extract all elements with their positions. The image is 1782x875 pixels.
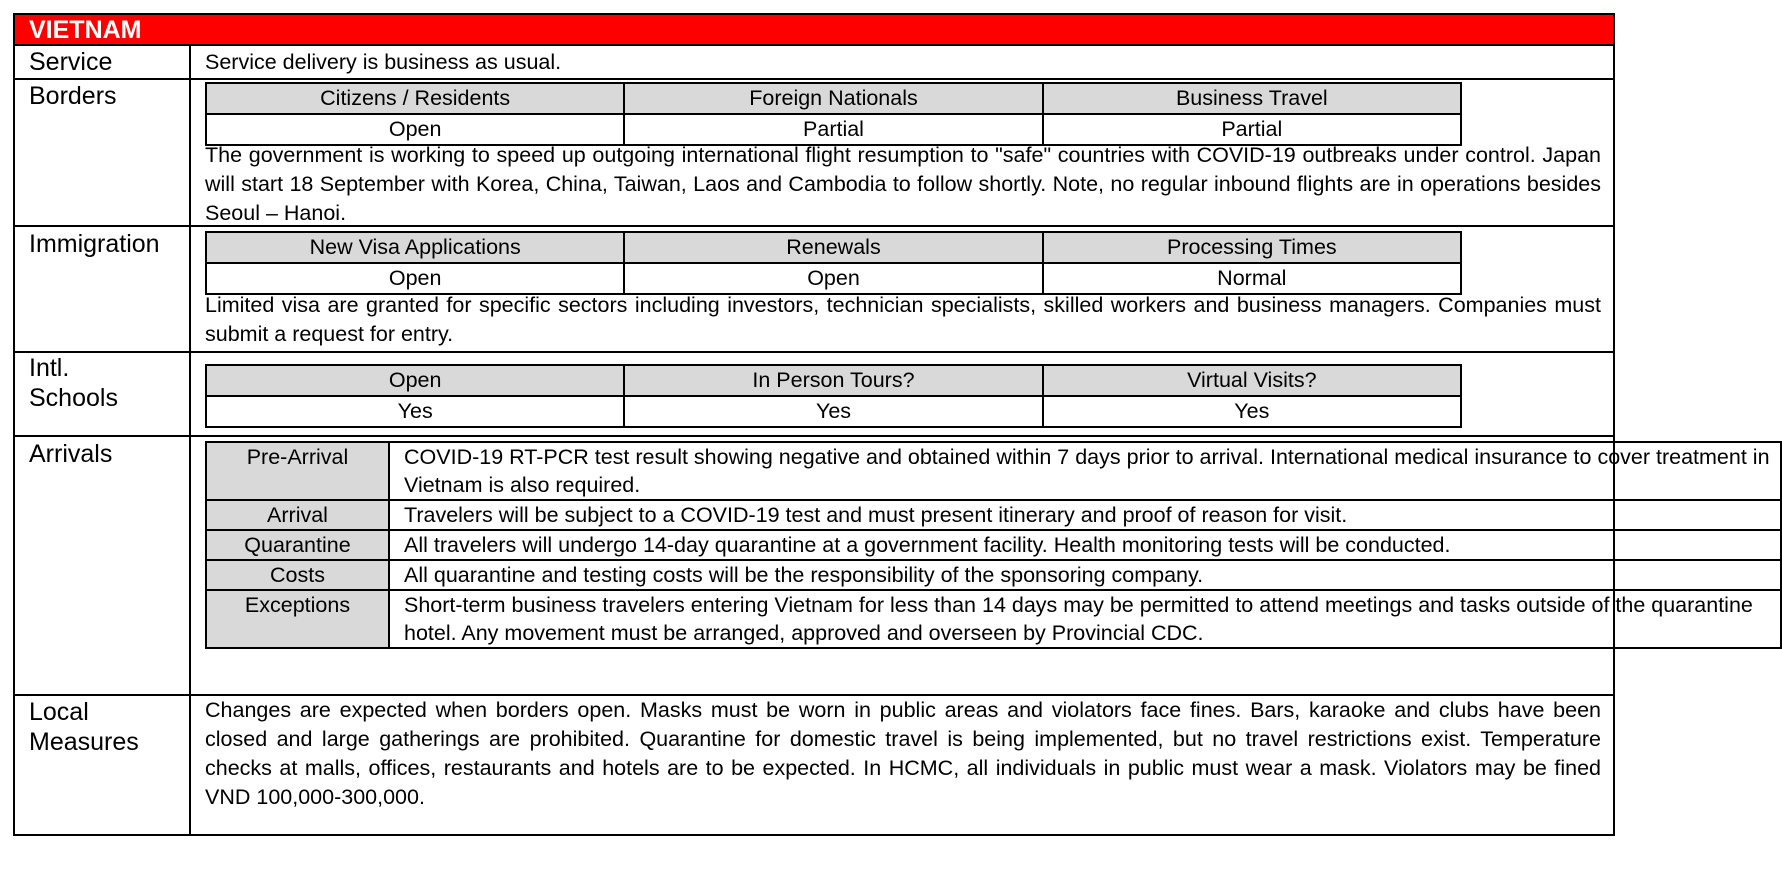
local-measures-text: Changes are expected when borders open. Masks must be worn in public areas and violators face fines. Bars, karaoke and clubs have been closed and large gatherings are prohibited. Quarantine for domestic travel is being implemented, but no travel restrictions exist. Temperature checks at malls, offices, restaurants and hotels are to be expected. In HCMC, all individuals in public must wear a mask. Violators may be fined VND 100,000-300,000. bbox=[205, 698, 1601, 809]
row-immigration bbox=[15, 227, 1613, 353]
arrivals-row bbox=[207, 531, 1780, 561]
label-borders: Borders bbox=[15, 80, 191, 225]
label-schools bbox=[15, 353, 191, 435]
schools-status-table bbox=[205, 364, 1462, 428]
immigration-value-new-visa: Open bbox=[207, 264, 625, 293]
borders-value-foreign: Partial bbox=[625, 115, 1043, 144]
arrivals-key-exceptions: Exceptions bbox=[207, 591, 390, 647]
arrivals-value-costs: All quarantine and testing costs will be the responsibility of the sponsoring company. bbox=[404, 563, 1204, 587]
label-arrivals: Arrivals bbox=[15, 437, 191, 694]
borders-value-business: Partial bbox=[1221, 117, 1283, 141]
borders-header-business: Business Travel bbox=[1175, 86, 1328, 110]
row-local-measures bbox=[15, 696, 1613, 834]
schools-header-open: Open bbox=[207, 366, 625, 395]
immigration-note: Limited visa are granted for specific sectors including investors, technician specialists, skilled workers and business managers. Companies must submit a request for entry. bbox=[205, 293, 1601, 346]
row-schools bbox=[15, 353, 1613, 437]
immigration-status-table bbox=[205, 231, 1462, 295]
borders-note: The government is working to speed up outgoing international flight resumption to "safe" countries with COVID-19 outbreaks under control. Japan will start 18 September with Korea, China, Taiwan, Laos and Cambodia to follow shortly. Note, no regular inbound flights are in operations besides Seoul – Hanoi. bbox=[205, 143, 1601, 225]
arrivals-row bbox=[207, 501, 1780, 531]
label-local-line2: Measures bbox=[29, 728, 139, 756]
arrivals-key-pre-arrival: Pre-Arrival bbox=[207, 443, 390, 499]
row-borders bbox=[15, 80, 1613, 227]
label-service: Service bbox=[15, 46, 191, 78]
arrivals-value-pre-arrival: COVID-19 RT-PCR test result showing negative and obtained within 7 days prior to arrival. International medical insurance to cover treatment in Vietnam is also required. bbox=[404, 445, 1770, 497]
borders-header-foreign: Foreign Nationals bbox=[625, 84, 1043, 113]
arrivals-row bbox=[207, 591, 1780, 647]
arrivals-value-arrival: Travelers will be subject to a COVID-19 test and must present itinerary and proof of reason for visit. bbox=[404, 503, 1348, 527]
label-immigration: Immigration bbox=[15, 227, 191, 351]
label-schools-line1: Intl. bbox=[29, 354, 70, 382]
country-info-table bbox=[13, 13, 1770, 836]
label-local-measures bbox=[15, 696, 191, 834]
row-arrivals bbox=[15, 437, 1770, 696]
borders-status-table bbox=[205, 82, 1462, 146]
schools-header-virtual: Virtual Visits? bbox=[1187, 368, 1317, 392]
schools-value-virtual: Yes bbox=[1234, 399, 1270, 423]
immigration-value-renewals: Open bbox=[625, 264, 1043, 293]
schools-header-tours: In Person Tours? bbox=[625, 366, 1043, 395]
immigration-header-new-visa: New Visa Applications bbox=[207, 233, 625, 262]
schools-value-tours: Yes bbox=[625, 397, 1043, 426]
label-schools-line2: Schools bbox=[29, 384, 118, 412]
arrivals-key-quarantine: Quarantine bbox=[207, 531, 390, 559]
schools-value-open: Yes bbox=[207, 397, 625, 426]
label-local-line1: Local bbox=[29, 698, 89, 726]
arrivals-row bbox=[207, 561, 1780, 591]
arrivals-value-exceptions: Short-term business travelers entering Vietnam for less than 14 days may be permitted to attend meetings and tasks outside of the quarantine hotel. Any movement must be arranged, approved and overseen by Provincial CDC. bbox=[404, 593, 1753, 645]
row-service bbox=[15, 46, 1613, 80]
borders-header-citizens: Citizens / Residents bbox=[207, 84, 625, 113]
immigration-value-processing: Normal bbox=[1217, 266, 1287, 290]
arrivals-key-costs: Costs bbox=[207, 561, 390, 589]
service-text: Service delivery is business as usual. bbox=[205, 50, 562, 74]
borders-value-citizens: Open bbox=[207, 115, 625, 144]
immigration-header-renewals: Renewals bbox=[625, 233, 1043, 262]
arrivals-key-arrival: Arrival bbox=[207, 501, 390, 529]
immigration-header-processing: Processing Times bbox=[1166, 235, 1337, 259]
arrivals-row bbox=[207, 443, 1780, 501]
arrivals-table bbox=[205, 441, 1782, 649]
arrivals-value-quarantine: All travelers will undergo 14-day quarantine at a government facility. Health monitoring tests will be conducted. bbox=[404, 533, 1451, 557]
country-title: VIETNAM bbox=[15, 15, 1613, 46]
